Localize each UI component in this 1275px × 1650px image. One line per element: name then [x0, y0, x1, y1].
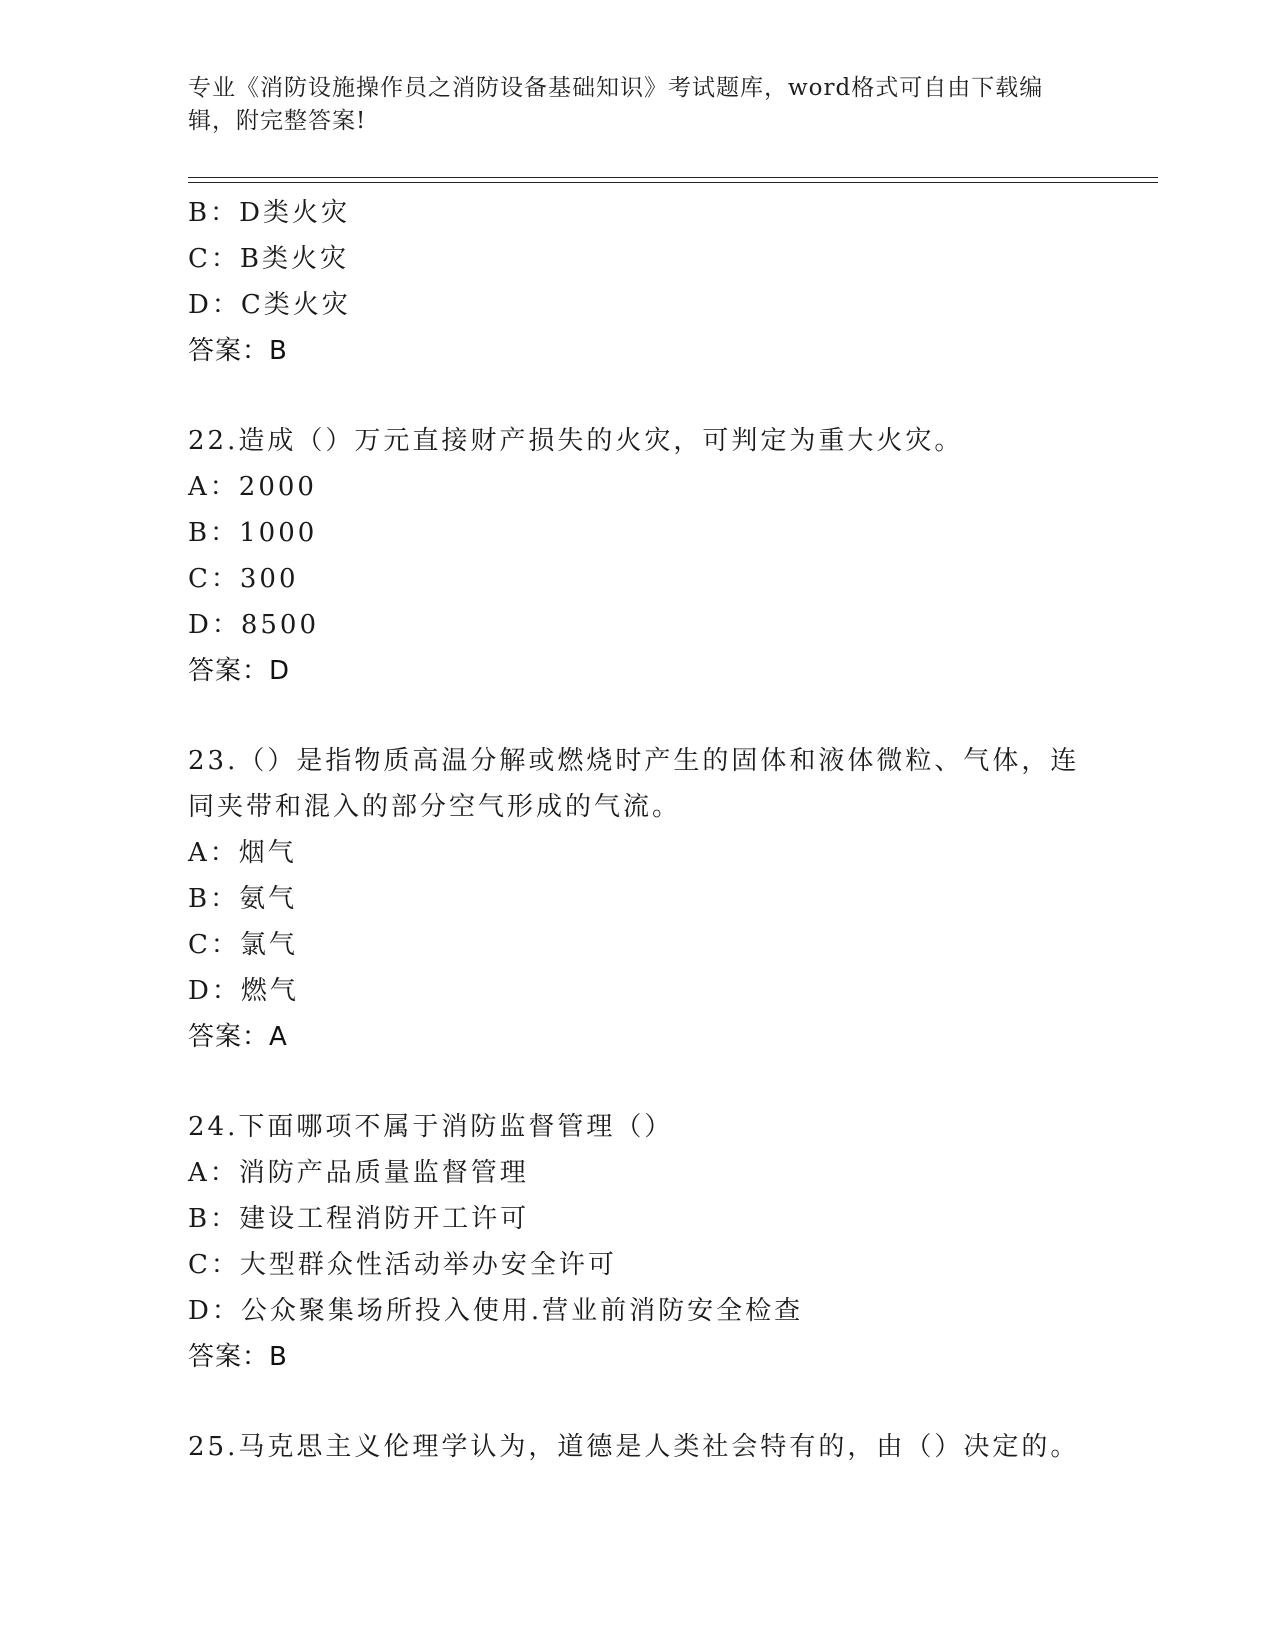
- question-21: [188, 190, 1108, 374]
- option-a: A：消防产品质量监督管理: [188, 1158, 529, 1188]
- question-22: [188, 418, 1108, 694]
- option-b: B：1000: [188, 518, 318, 548]
- question-24: [188, 1104, 1108, 1380]
- header-line-1: 专业《消防设施操作员之消防设备基础知识》考试题库，word格式可自由下载编: [188, 75, 1044, 101]
- option-b: B：建设工程消防开工许可: [188, 1204, 530, 1234]
- option-a: A：烟气: [188, 838, 297, 868]
- question-stem: 22.造成（）万元直接财产损失的火灾，可判定为重大火灾。: [188, 426, 964, 456]
- option-d: D：燃气: [188, 976, 299, 1006]
- question-stem: 25.马克思主义伦理学认为，道德是人类社会特有的，由（）决定的。: [188, 1432, 1080, 1462]
- option-d: D：8500: [188, 610, 320, 640]
- answer-line: 答案：A: [188, 1022, 288, 1052]
- option-c: C：B类火灾: [188, 244, 350, 274]
- option-c: C：300: [188, 564, 299, 594]
- document-header: [188, 72, 1088, 138]
- option-d: D：公众聚集场所投入使用.营业前消防安全检查: [188, 1296, 804, 1326]
- question-25: [188, 1424, 1108, 1470]
- option-b: B：氨气: [188, 884, 298, 914]
- header-divider-top: [188, 177, 1158, 178]
- question-list: [188, 190, 1108, 1470]
- option-a: A：2000: [188, 472, 317, 502]
- answer-line: 答案：D: [188, 656, 291, 686]
- question-23: [188, 738, 1108, 1060]
- option-b: B：D类火灾: [188, 198, 350, 228]
- option-d: D：C类火灾: [188, 290, 351, 320]
- option-c: C：大型群众性活动举办安全许可: [188, 1250, 617, 1280]
- question-stem: 23.（）是指物质高温分解或燃烧时产生的固体和液体微粒、气体，连同夹带和混入的部分空气形成的气流。: [188, 746, 1080, 822]
- option-c: C：氯气: [188, 930, 298, 960]
- header-line-2: 辑，附完整答案!: [188, 108, 367, 134]
- answer-line: 答案：B: [188, 336, 288, 366]
- answer-line: 答案：B: [188, 1342, 288, 1372]
- question-stem: 24.下面哪项不属于消防监督管理（）: [188, 1112, 674, 1142]
- header-divider-bottom: [188, 182, 1158, 183]
